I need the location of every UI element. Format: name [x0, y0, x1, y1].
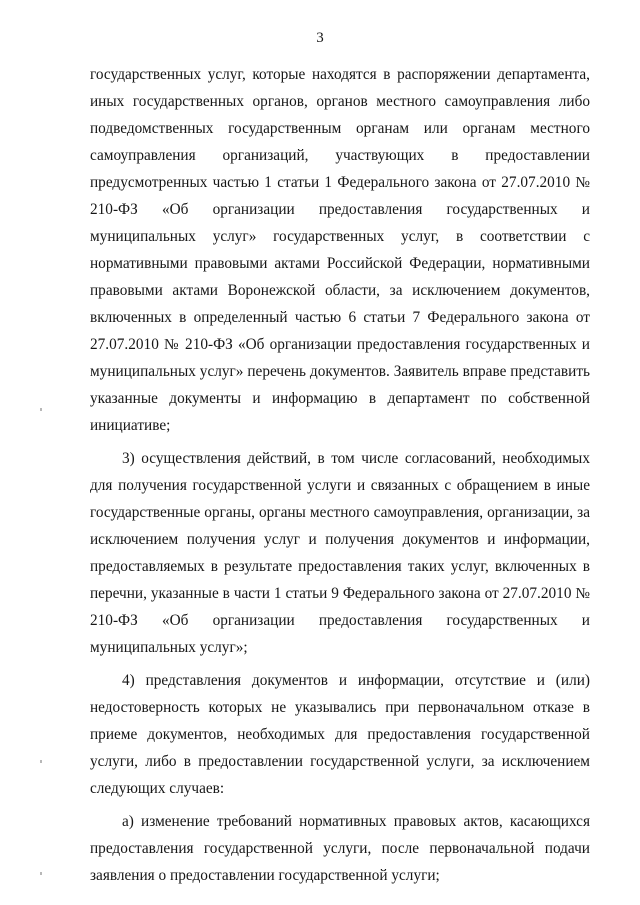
page-number: 3	[316, 30, 324, 46]
scan-artifact-mark	[40, 760, 42, 763]
scan-artifact-mark	[40, 872, 42, 875]
paragraph-item-4: 4) представления документов и информации, отсутствие и (или) недостоверность которых не указывались при первоначальном отказе в приеме документов, необходимых для предоставления государственной услуги, либо в предоставлении государственной услуги, за исключением следующих случаев:	[90, 672, 590, 797]
paragraph-item-a: а) изменение требований нормативных правовых актов, касающихся предоставления государственной услуги, после первоначальной подачи заявления о предоставлении государственной услуги;	[90, 813, 590, 884]
paragraph-continuation: государственных услуг, которые находятся в распоряжении департамента, иных государственных органов, органов местного самоуправления либо подведомственных государственным органам или органам местного самоуправления организаций, участвующих в предоставлении предусмотренных частью 1 статьи 1 Федерального закона от 27.07.2010 № 210-ФЗ «Об организации предоставления государственных и муниципальных услуг» государственных услуг, в соответствии с нормативными правовыми актами Российской Федерации, нормативными правовыми актами Воронежской области, за исключением документов, включенных в определенный частью 6 статьи 7 Федерального закона от 27.07.2010 № 210-ФЗ «Об организации предоставления государственных и муниципальных услуг» перечень документов. Заявитель вправе представить указанные документы и информацию в департамент по собственной инициативе;	[90, 66, 590, 434]
scan-artifact-mark	[40, 408, 42, 411]
document-body	[90, 61, 590, 889]
paragraph-item-3: 3) осуществления действий, в том числе согласований, необходимых для получения государственной услуги и связанных с обращением в иные государственные органы, органы местного самоуправления, организации, за исключением получения услуг и получения документов и информации, предоставляемых в результате предоставления таких услуг, включенных в перечни, указанные в части 1 статьи 9 Федерального закона от 27.07.2010 № 210-ФЗ «Об организации предоставления государственных и муниципальных услуг»;	[90, 450, 590, 656]
